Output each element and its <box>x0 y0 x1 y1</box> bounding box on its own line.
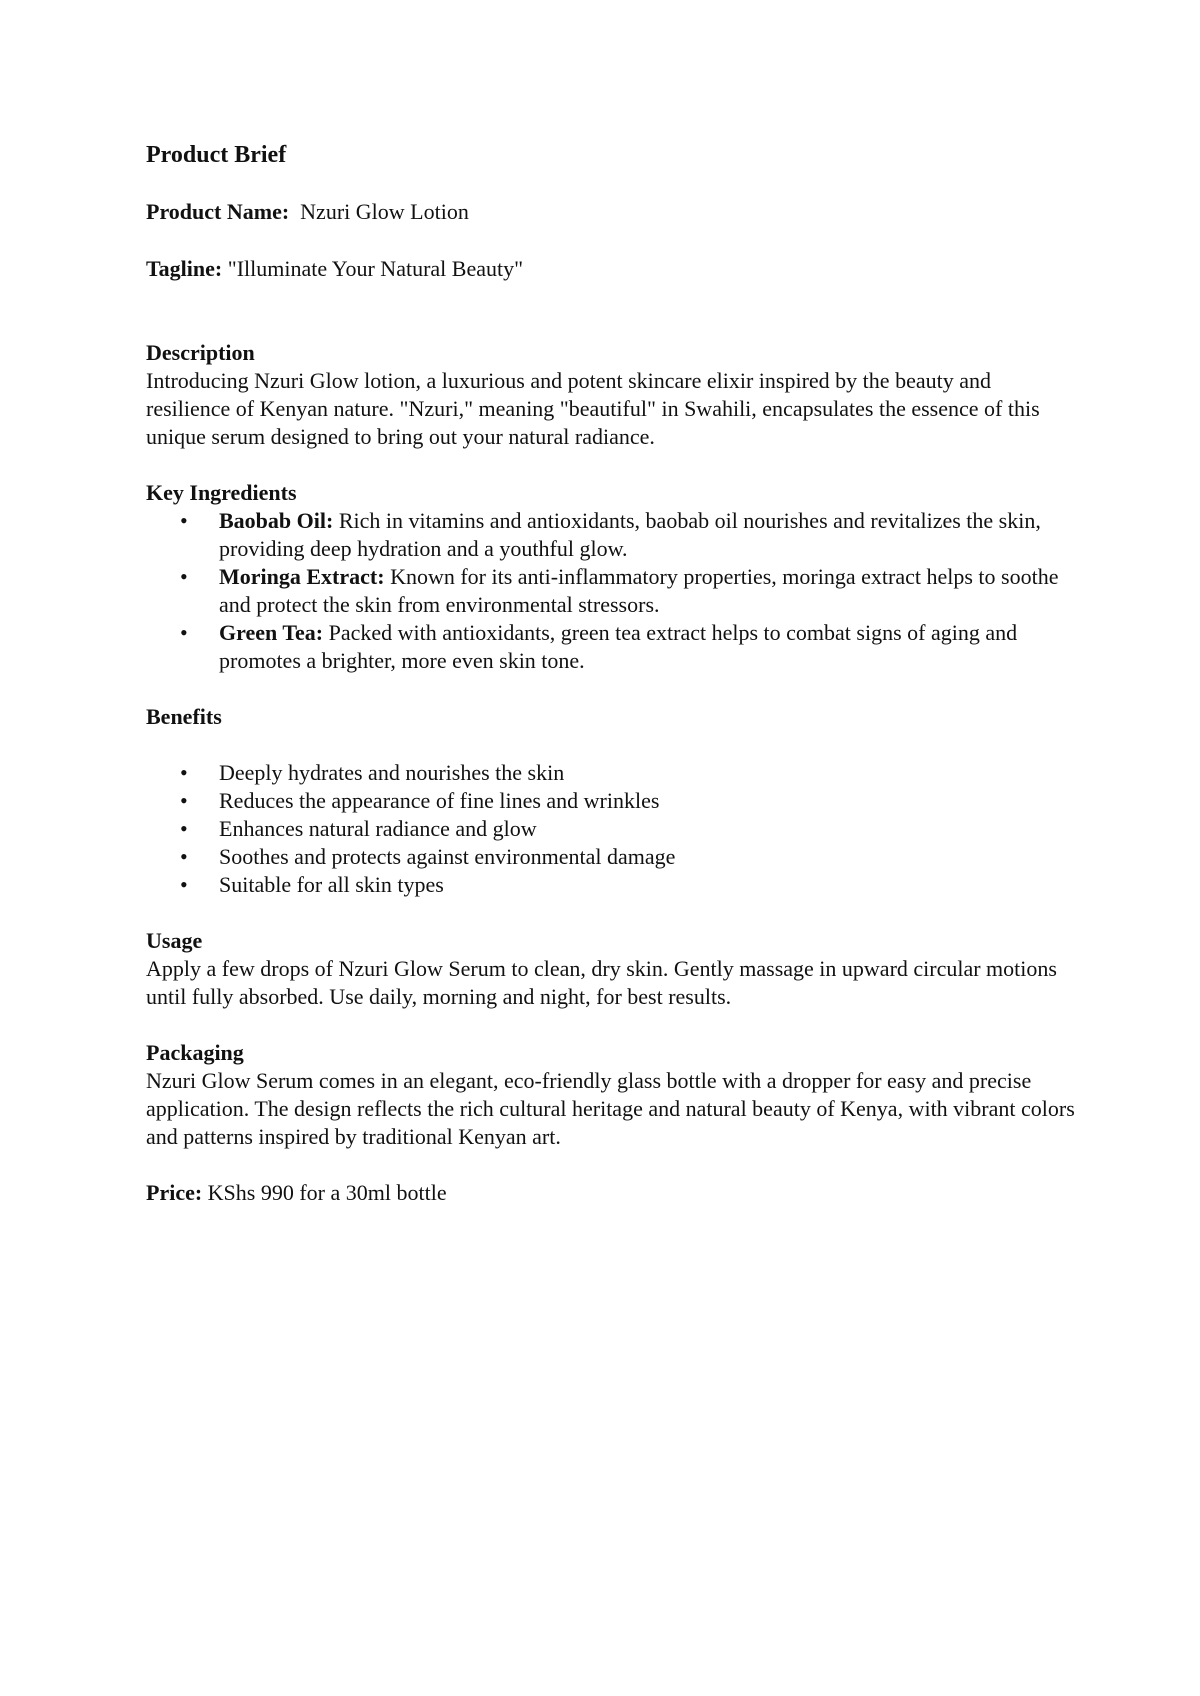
benefit-text: Reduces the appearance of fine lines and wrinkles <box>219 788 660 813</box>
benefit-text: Soothes and protects against environmental damage <box>219 844 676 869</box>
list-item <box>146 563 1076 619</box>
price-value: KShs 990 for a 30ml bottle <box>207 1180 447 1205</box>
description-text: Introducing Nzuri Glow lotion, a luxurious and potent skincare elixir inspired by the beauty and resilience of Kenyan nature. "Nzuri," meaning "beautiful" in Swahili, encapsulates the essence of this unique serum designed to bring out your natural radiance. <box>146 368 1040 449</box>
ingredient-text: Rich in vitamins and antioxidants, baobab oil nourishes and revitalizes the skin, providing deep hydration and a youthful glow. <box>219 508 1041 561</box>
list-item <box>146 759 1076 787</box>
list-item <box>146 507 1076 563</box>
product-name-label: Product Name: <box>146 199 290 224</box>
price-label: Price: <box>146 1180 203 1205</box>
document-page <box>146 140 1076 1207</box>
benefits-heading: Benefits <box>146 704 222 729</box>
ingredient-name: Moringa Extract: <box>219 564 385 589</box>
usage-heading: Usage <box>146 928 203 953</box>
bullet-icon: • <box>180 872 188 897</box>
benefit-text: Deeply hydrates and nourishes the skin <box>219 760 565 785</box>
tagline-value: "Illuminate Your Natural Beauty" <box>227 256 524 281</box>
price-line <box>146 1179 1076 1207</box>
bullet-icon: • <box>180 564 188 589</box>
product-name-line <box>146 198 1076 226</box>
list-item <box>146 843 1076 871</box>
usage-text: Apply a few drops of Nzuri Glow Serum to clean, dry skin. Gently massage in upward circular motions until fully absorbed. Use daily, morning and night, for best results. <box>146 956 1057 1009</box>
bullet-icon: • <box>180 816 188 841</box>
bullet-icon: • <box>180 760 188 785</box>
list-item <box>146 871 1076 899</box>
tagline-line <box>146 255 1076 283</box>
packaging-text: Nzuri Glow Serum comes in an elegant, eco-friendly glass bottle with a dropper for easy and precise application. The design reflects the rich cultural heritage and natural beauty of Kenya, with vibrant colors and patterns inspired by traditional Kenyan art. <box>146 1068 1075 1149</box>
benefits-list <box>146 759 1076 899</box>
bullet-icon: • <box>180 508 188 533</box>
description-heading: Description <box>146 340 255 365</box>
key-ingredients-list <box>146 507 1076 675</box>
list-item <box>146 619 1076 675</box>
product-name-value: Nzuri Glow Lotion <box>300 199 469 224</box>
tagline-label: Tagline: <box>146 256 223 281</box>
ingredient-name: Baobab Oil: <box>219 508 334 533</box>
benefit-text: Suitable for all skin types <box>219 872 444 897</box>
key-ingredients-heading: Key Ingredients <box>146 480 297 505</box>
benefit-text: Enhances natural radiance and glow <box>219 816 537 841</box>
list-item <box>146 815 1076 843</box>
document-title: Product Brief <box>146 142 287 168</box>
list-item <box>146 787 1076 815</box>
ingredient-text: Packed with antioxidants, green tea extract helps to combat signs of aging and promotes a brighter, more even skin tone. <box>219 620 1018 673</box>
bullet-icon: • <box>180 788 188 813</box>
packaging-heading: Packaging <box>146 1040 244 1065</box>
ingredient-name: Green Tea: <box>219 620 324 645</box>
bullet-icon: • <box>180 620 188 645</box>
ingredient-text: Known for its anti-inflammatory properties, moringa extract helps to soothe and protect the skin from environmental stressors. <box>219 564 1059 617</box>
bullet-icon: • <box>180 844 188 869</box>
